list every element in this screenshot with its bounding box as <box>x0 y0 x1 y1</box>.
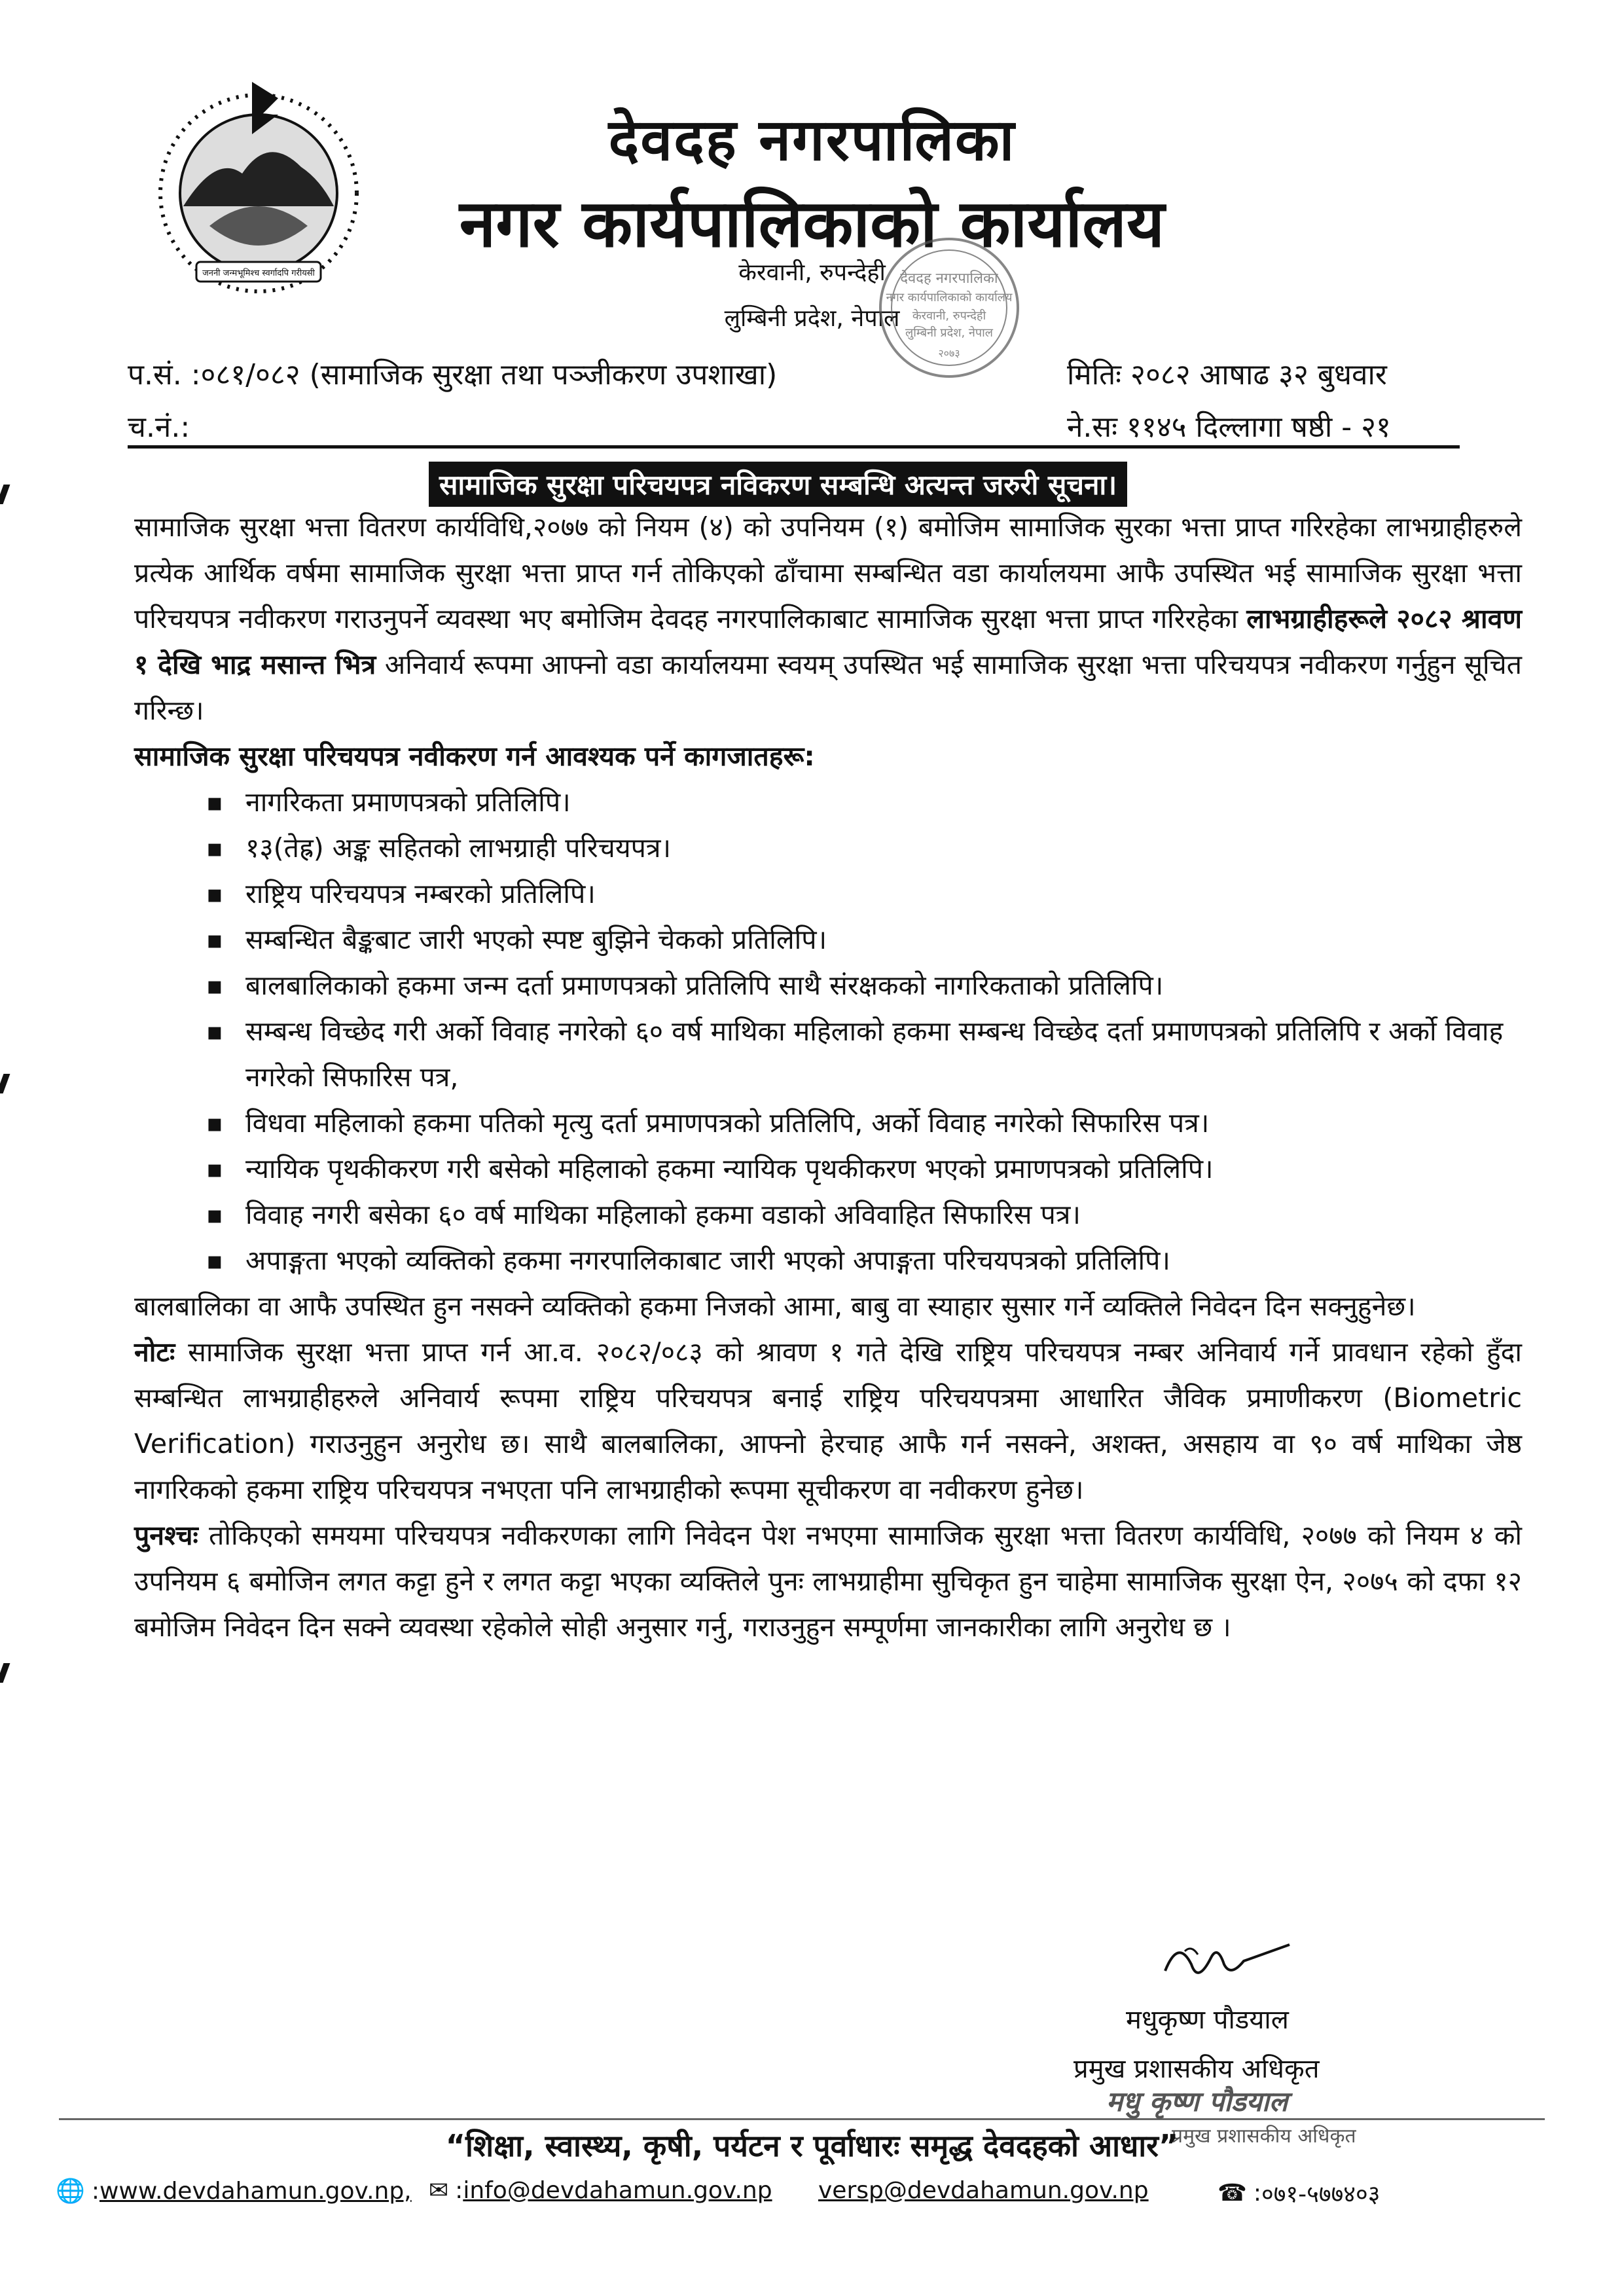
notice-title: सामाजिक सुरक्षा परिचयपत्र नविकरण सम्बन्धि अत्यन्त जरुरी सूचना। <box>429 462 1127 507</box>
office-stamp-icon <box>825 236 1074 406</box>
signatory-title: प्रमुख प्रशासकीय अधिकृत <box>1074 2054 1320 2084</box>
address-district: केरवानी, रुपन्देही <box>738 259 886 286</box>
envelope-icon: ✉ <box>429 2177 449 2204</box>
list-item <box>206 825 1522 871</box>
margin-mark <box>0 1663 10 1683</box>
signature-icon <box>1152 1925 1303 1997</box>
reference-number: प.सं. :०८१/०८२ (सामाजिक सुरक्षा तथा पञ्जीकरण उपशाखा) <box>128 358 778 392</box>
signatory-name: मधुकृष्ण पौडयाल <box>1126 2005 1289 2035</box>
intro-text-end: अनिवार्य रूपमा आफ्नो वडा कार्यालयमा स्वयम् उपस्थित भई सामाजिक सुरक्षा भत्ता परिचयपत्र नवीकरण गर्नुहुन सूचित गरिन्छ। <box>134 649 1522 726</box>
list-item-text: राष्ट्रिय परिचयपत्र नम्बरको प्रतिलिपि। <box>245 878 596 909</box>
list-item-text: विवाह नगरी बसेका ६० वर्ष माथिका महिलाको हकमा वडाको अविवाहित सिफारिस पत्र। <box>245 1199 1081 1230</box>
list-item-text: विधवा महिलाको हकमा पतिको मृत्यु दर्ता प्रमाणपत्रको प्रतिलिपि, अर्को विवाह नगरेको सिफारिस पत्र। <box>245 1107 1210 1139</box>
contact-phone <box>1218 2177 1380 2209</box>
list-item <box>206 871 1522 917</box>
footer-divider <box>59 2118 1545 2120</box>
list-item-text: न्यायिक पृथकीकरण गरी बसेको महिलाको हकमा न्यायिक पृथकीकरण भएको प्रमाणपत्रको प्रतिलिपि। <box>245 1153 1214 1184</box>
bullet-icon: ▪ <box>206 834 223 862</box>
name-stamp-title: प्रमुख प्रशासकीय अधिकृत <box>1172 2125 1356 2148</box>
email-link[interactable]: info@devdahamun.gov.np <box>463 2177 772 2204</box>
postscript-paragraph <box>134 1513 1522 1650</box>
email-link-secondary[interactable]: versp@devdahamun.gov.np <box>818 2177 1149 2204</box>
contact-website <box>56 2177 412 2205</box>
name-stamp: मधु कृष्ण पौडयाल <box>1106 2085 1288 2118</box>
list-item-text: बालबालिकाको हकमा जन्म दर्ता प्रमाणपत्रको प्रतिलिपि साथै संरक्षकको नागरिकताको प्रतिलिपि। <box>245 970 1164 1001</box>
bullet-icon: ▪ <box>206 1200 223 1229</box>
list-item-text: १३(तेह्र) अङ्क सहितको लाभग्राही परिचयपत्र। <box>245 832 672 864</box>
list-item <box>206 1192 1522 1238</box>
org-name: देवदह नगरपालिका <box>608 106 1016 174</box>
website-label: : <box>91 2177 99 2205</box>
email-label: : <box>455 2177 463 2204</box>
list-item <box>206 1008 1522 1100</box>
note-text: सामाजिक सुरक्षा भत्ता प्राप्त गर्न आ.व. २०८२/०८३ को श्रावण १ गते देखि राष्ट्रिय परिचयपत्र नम्बर अनिवार्य गर्ने प्रावधान रहेको हुँदा सम्बन्धित लाभग्राहीहरुले अनिवार्य रूपमा राष्ट्रिय परिचयपत्र बनाई राष्ट्रिय परिचयपत्रमा आधारित जैविक प्रमाणीकरण (Biometric Verification) गराउनुहुन अनुरोध छ। साथै बालबालिका, आफ्नो हेरचाह आफै गर्न नसक्ने, अशक्त, असहाय वा ९० वर्ष माथिका जेष्ठ नागरिकको हकमा राष्ट्रिय परिचयपत्र नभएता पनि लाभग्राहीको रूपमा सूचीकरण वा नवीकरण हुनेछ। <box>134 1336 1522 1505</box>
note-label: नोटः <box>134 1336 175 1368</box>
bullet-icon: ▪ <box>206 1017 223 1046</box>
list-item-text: सम्बन्ध विच्छेद गरी अर्को विवाह नगरेको ६० वर्ष माथिका महिलाको हकमा सम्बन्ध विच्छेद दर्ता प्रमाणपत्रको प्रतिलिपि र अर्को विवाह नगरेको सिफारिस पत्र, <box>245 1016 1504 1093</box>
documents-heading: सामाजिक सुरक्षा परिचयपत्र नवीकरण गर्न आवश्यक पर्ने कागजातहरू: <box>134 741 815 772</box>
note-paragraph <box>134 1329 1522 1513</box>
postscript-label: पुनश्चः <box>134 1520 198 1551</box>
documents-list <box>134 779 1522 1283</box>
bullet-icon: ▪ <box>206 925 223 954</box>
contact-email <box>429 2177 772 2204</box>
stamp-line: लुम्बिनी प्रदेश, नेपाल <box>905 326 993 340</box>
margin-mark <box>0 485 10 504</box>
bullet-icon: ▪ <box>206 971 223 1000</box>
list-item <box>206 963 1522 1008</box>
header-divider <box>128 445 1460 449</box>
issue-date: मितिः २०८२ आषाढ ३२ बुधवार <box>1067 358 1387 392</box>
nepal-sambat-date: ने.सः ११४५ दिल्लागा षष्ठी - २१ <box>1067 411 1391 444</box>
list-item <box>206 779 1522 825</box>
stamp-line: केरवानी, रुपन्देही <box>912 309 986 323</box>
stamp-line: देवदह नगरपालिका <box>900 270 998 287</box>
bullet-icon: ▪ <box>206 788 223 816</box>
bullet-icon: ▪ <box>206 1246 223 1275</box>
list-item <box>206 917 1522 963</box>
list-item <box>206 1146 1522 1192</box>
dispatch-number: च.नं.: <box>128 411 190 444</box>
globe-icon: 🌐 <box>56 2178 85 2205</box>
list-item <box>206 1238 1522 1283</box>
notice-body <box>134 504 1522 1650</box>
phone-icon: ☎ <box>1218 2180 1247 2207</box>
contact-email-secondary <box>818 2177 1149 2204</box>
stamp-line: २०७३ <box>938 347 960 359</box>
office-name: नगर कार्यपालिकाको कार्यालय <box>459 185 1165 262</box>
postscript-text: तोकिएको समयमा परिचयपत्र नवीकरणका लागि निवेदन पेश नभएमा सामाजिक सुरक्षा भत्ता वितरण कार्यविधि, २०७७ को नियम ४ को उपनियम ६ बमोजिन लगत कट्टा हुने र लगत कट्टा भएका व्यक्तिले पुनः लाभग्राहीमा सुचिकृत हुन चाहेमा सामाजिक सुरक्षा ऐन, २०७५ को दफा १२ बमोजिम निवेदन दिन सक्ने व्यवस्था रहेकोले सोही अनुसार गर्नु, गराउनुहुन सम्पूर्णमा जानकारीका लागि अनुरोध छ । <box>134 1520 1522 1643</box>
address-province: लुम्बिनी प्रदेश, नेपाल <box>724 305 900 332</box>
intro-text: सामाजिक सुरक्षा भत्ता वितरण कार्यविधि,२०७७ को नियम (४) को उपनियम (१) बमोजिम सामाजिक सुरका भत्ता प्राप्त गरिरहेका लाभग्राहीहरुले प्रत्येक आर्थिक वर्षमा सामाजिक सुरक्षा भत्ता प्राप्त गर्न तोकिएको ढाँचामा सम्बन्धित वडा कार्यालयमा आफै उपस्थित भई सामाजिक सुरक्षा भत्ता परिचयपत्र नवीकरण गराउनुपर्ने व्यवस्था भए बमोजिम देवदह नगरपालिकाबाट सामाजिक सुरक्षा भत्ता प्राप्त गरिरहेका <box>134 511 1522 634</box>
website-link[interactable]: www.devdahamun.gov.np, <box>99 2177 412 2205</box>
intro-deadline: लाभग्राहीहरूले २०८२ श्रावण १ देखि भाद्र मसान्त भित्र <box>134 603 1523 680</box>
list-item-text: अपाङ्गता भएको व्यक्तिको हकमा नगरपालिकाबाट जारी भएको अपाङ्गता परिचयपत्रको प्रतिलिपि। <box>245 1245 1170 1276</box>
list-item-text: सम्बन्धित बैङ्कबाट जारी भएको स्पष्ट बुझिने चेकको प्रतिलिपि। <box>245 924 827 955</box>
list-item-text: नागरिकता प्रमाणपत्रको प्रतिलिपि। <box>245 786 571 818</box>
intro-paragraph <box>134 504 1522 733</box>
guardian-note: बालबालिका वा आफै उपस्थित हुन नसक्ने व्यक्तिको हकमा निजको आमा, बाबु वा स्याहार सुसार गर्ने व्यक्तिले निवेदन दिन सक्नुहुनेछ। <box>134 1291 1416 1322</box>
stamp-line: नगर कार्यपालिकाको कार्यालय <box>886 291 1013 304</box>
bullet-icon: ▪ <box>206 879 223 908</box>
phone-number: ०७१-५७७४०३ <box>1261 2181 1380 2208</box>
bullet-icon: ▪ <box>206 1154 223 1183</box>
margin-mark <box>0 1074 10 1093</box>
list-item <box>206 1100 1522 1146</box>
phone-label: : <box>1253 2180 1261 2207</box>
footer-slogan: “शिक्षा, स्वास्थ्य, कृषी, पर्यटन र पूर्वाधारः समृद्ध देवदहको आधार” <box>445 2128 1179 2163</box>
bullet-icon: ▪ <box>206 1109 223 1137</box>
emblem-motto: जननी जन्मभूमिश्च स्वर्गादपि गरीयसी <box>202 268 315 278</box>
